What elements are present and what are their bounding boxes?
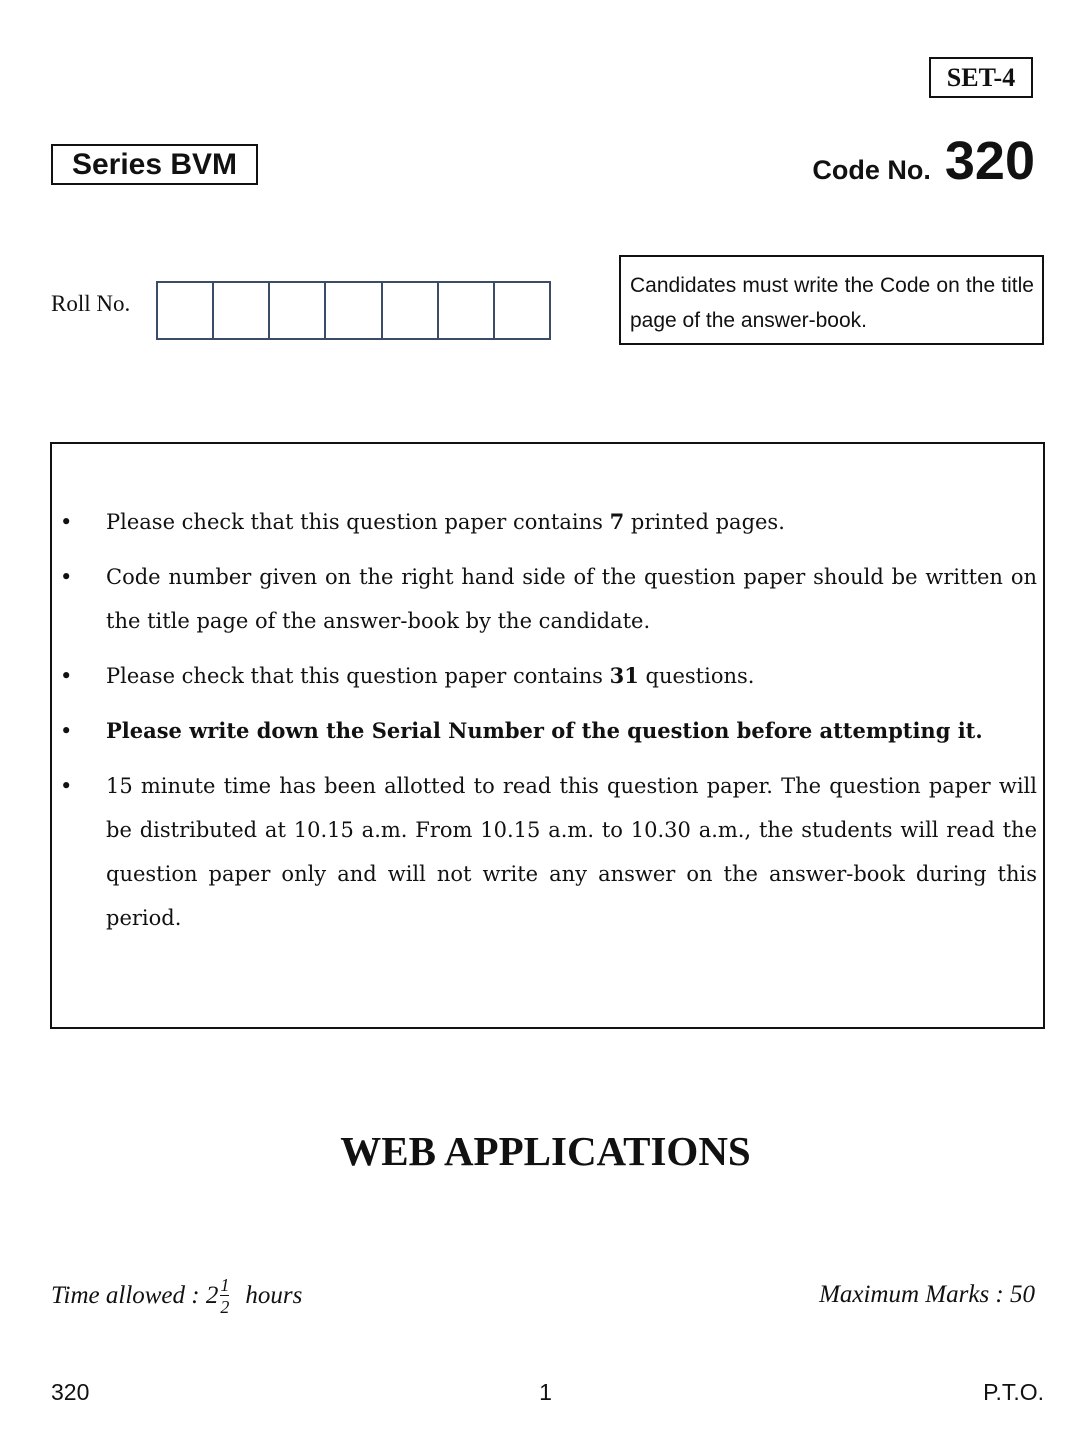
- instruction-fragment: Code number given on the right hand side of the question paper should be written on the title page of the answer-book by the candidate.: [106, 565, 1037, 633]
- roll-digit-box[interactable]: [214, 283, 270, 338]
- instructions-list: [52, 500, 1047, 951]
- bullet-icon: •: [60, 510, 73, 534]
- instruction-text: [106, 555, 1037, 643]
- fraction-numerator: 1: [220, 1275, 230, 1295]
- time-allowed-suffix: hours: [245, 1282, 303, 1309]
- time-allowed-prefix: Time allowed : 2: [51, 1282, 219, 1309]
- series-label: Series BVM: [51, 144, 258, 185]
- instruction-text: [106, 654, 1037, 698]
- footer-pto: P.T.O.: [983, 1379, 1044, 1405]
- instruction-text: [106, 764, 1037, 940]
- instruction-emphasis: Please write down the Serial Number of the question before attempting it.: [106, 718, 983, 743]
- instruction-item: [52, 654, 1047, 698]
- roll-number-boxes[interactable]: [156, 281, 551, 340]
- page-number: 1: [539, 1379, 552, 1405]
- bullet-icon: •: [60, 565, 73, 589]
- fraction-denominator: 2: [220, 1297, 230, 1317]
- roll-digit-box[interactable]: [383, 283, 439, 338]
- instruction-item: [52, 555, 1047, 643]
- instruction-item: [52, 709, 1047, 753]
- instruction-emphasis: 31: [609, 663, 639, 688]
- instruction-fragment: printed pages.: [624, 510, 785, 534]
- roll-digit-box[interactable]: [158, 283, 214, 338]
- instruction-item: [52, 764, 1047, 940]
- code-label: Code No.: [812, 155, 931, 185]
- roll-digit-box[interactable]: [439, 283, 495, 338]
- bullet-icon: •: [60, 664, 73, 688]
- instruction-text: [106, 709, 1037, 753]
- set-label: SET-4: [929, 57, 1033, 98]
- instructions-box: [50, 442, 1045, 1029]
- instruction-fragment: Please check that this question paper contains: [106, 664, 610, 688]
- instruction-emphasis: 7: [609, 509, 625, 534]
- time-fraction: [220, 1275, 229, 1317]
- instruction-text: [106, 500, 1037, 544]
- roll-digit-box[interactable]: [495, 283, 549, 338]
- code-number-block: [812, 130, 1035, 192]
- roll-digit-box[interactable]: [270, 283, 326, 338]
- bullet-icon: •: [60, 774, 73, 798]
- roll-number-label: Roll No.: [51, 291, 131, 316]
- bullet-icon: •: [60, 719, 73, 743]
- instruction-fragment: 15 minute time has been allotted to read this question paper. The question paper will be distributed at 10.15 a.m. From 10.15 a.m. to 10.30 a.m., the students will read the question paper only and will not write any answer on the answer-book during this period.: [106, 774, 1037, 930]
- footer-code: 320: [51, 1379, 90, 1405]
- code-number: 320: [944, 131, 1035, 191]
- maximum-marks: Maximum Marks : 50: [819, 1281, 1035, 1308]
- time-allowed: [51, 1275, 302, 1317]
- roll-digit-box[interactable]: [326, 283, 382, 338]
- instruction-item: [52, 500, 1047, 544]
- candidate-note: Candidates must write the Code on the title page of the answer-book.: [619, 255, 1044, 345]
- instruction-fragment: Please check that this question paper contains: [106, 510, 610, 534]
- subject-title: WEB APPLICATIONS: [340, 1128, 751, 1174]
- instruction-fragment: questions.: [638, 664, 755, 688]
